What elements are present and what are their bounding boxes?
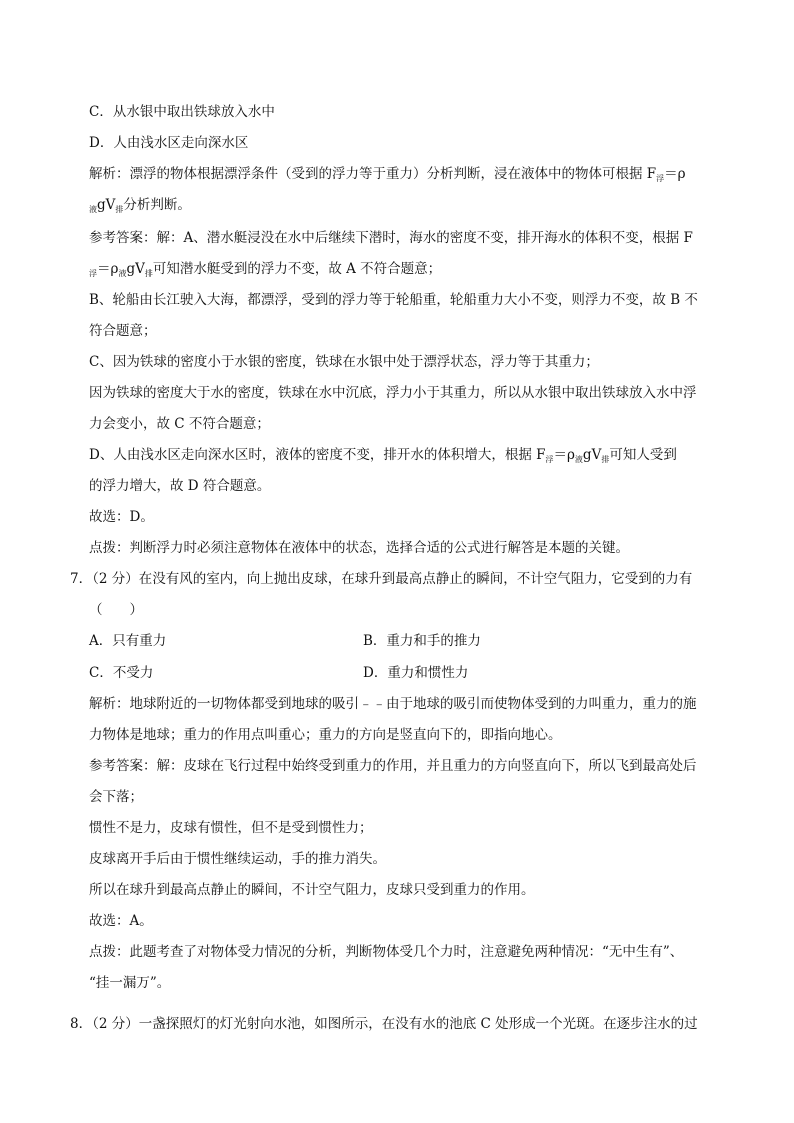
q8-stem-line1: 8．（2 分）一盏探照灯的灯光射向水池，如图所示，在没有水的池底 C 处形成一个光斑。在逐步注水的过 <box>70 1016 698 1032</box>
q6-option-d: D．人由浅水区走向深水区 <box>89 135 249 151</box>
q7-analysis-line1: 解析：地球附近的一切物体都受到地球的吸引﹣﹣由于地球的吸引而使物体受到的力叫重力，重力的施 <box>89 696 697 712</box>
q6-choose: 故选：D。 <box>89 509 154 525</box>
q6-option-c: C．从水银中取出铁球放入水中 <box>89 104 275 120</box>
q7-answer-line3: 惯性不是力，皮球有惯性，但不是受到惯性力； <box>89 820 373 836</box>
q7-option-c: C．不受力 <box>89 665 154 681</box>
q6-answer-c-line2: 因为铁球的密度大于水的密度，铁球在水中沉底，浮力小于其重力，所以从水银中取出铁球放入水中浮 <box>89 385 697 401</box>
q6-answer-c-line3: 力会变小，故 C 不符合题意； <box>89 416 270 432</box>
q6-analysis-line2: $_液gV_排$分析判断。 <box>89 197 191 214</box>
q6-answer-b-line1: B、轮船由长江驶入大海，都漂浮，受到的浮力等于轮船重，轮船重力大小不变，则浮力不变，故 B 不 <box>89 292 698 308</box>
q7-tip-line2: “挂一漏万”。 <box>89 975 171 991</box>
q6-answer-line2: $_浮=\rho_液gV_排$可知潜水艇受到的浮力不变，故 A 不符合题意； <box>89 261 442 278</box>
q7-choose: 故选：A。 <box>89 913 153 929</box>
q7-option-d: D．重力和惯性力 <box>363 665 469 681</box>
q7-answer-line4: 皮球离开手后由于惯性继续运动，手的推力消失。 <box>89 851 386 867</box>
q6-answer-c-line1: C、因为铁球的密度小于水银的密度，铁球在水银中处于漂浮状态，浮力等于其重力； <box>89 354 599 370</box>
q7-analysis-line2: 力物体是地球；重力的作用点叫重心；重力的方向是竖直向下的，即指向地心。 <box>89 727 562 743</box>
q7-option-b: B．重力和手的推力 <box>363 633 481 649</box>
q7-stem-line1: 7．（2 分）在没有风的室内，向上抛出皮球，在球升到最高点静止的瞬间，不计空气阻力，它受到的力有 <box>70 571 693 587</box>
q7-answer-line1: 参考答案：解：皮球在飞行过程中始终受到重力的作用，并且重力的方向竖直向下，所以飞到最高处后 <box>89 758 697 774</box>
q6-answer-line1: 参考答案：解：A、潜水艇浸没在水中后继续下潜时，海水的密度不变，排开海水的体积不变，根据 F <box>89 230 693 246</box>
q6-answer-d-line1: D、人由浅水区走向深水区时，液体的密度不变，排开水的体积增大，根据 $F_浮=\rho_液gV_排$可知人受到 <box>89 447 677 464</box>
q7-answer-line5: 所以在球升到最高点静止的瞬间，不计空气阻力，皮球只受到重力的作用。 <box>89 882 535 898</box>
q7-option-a: A．只有重力 <box>89 633 167 649</box>
q7-tip-line1: 点拨：此题考查了对物体受力情况的分析，判断物体受几个力时，注意避免两种情况：“无中生有”、 <box>89 944 684 960</box>
q6-tip: 点拨：判断浮力时必须注意物体在液体中的状态，选择合适的公式进行解答是本题的关键。 <box>89 540 629 556</box>
q7-stem-line2: （ ） <box>89 602 143 618</box>
q7-answer-line2: 会下落； <box>89 789 143 805</box>
q6-answer-b-line2: 符合题意； <box>89 323 157 339</box>
q6-answer-d-line2: 的浮力增大，故 D 符合题意。 <box>89 478 271 494</box>
q6-analysis-line1: 解析：漂浮的物体根据漂浮条件（受到的浮力等于重力）分析判断，浸在液体中的物体可根据 $F_浮=\rho$ <box>89 166 686 183</box>
